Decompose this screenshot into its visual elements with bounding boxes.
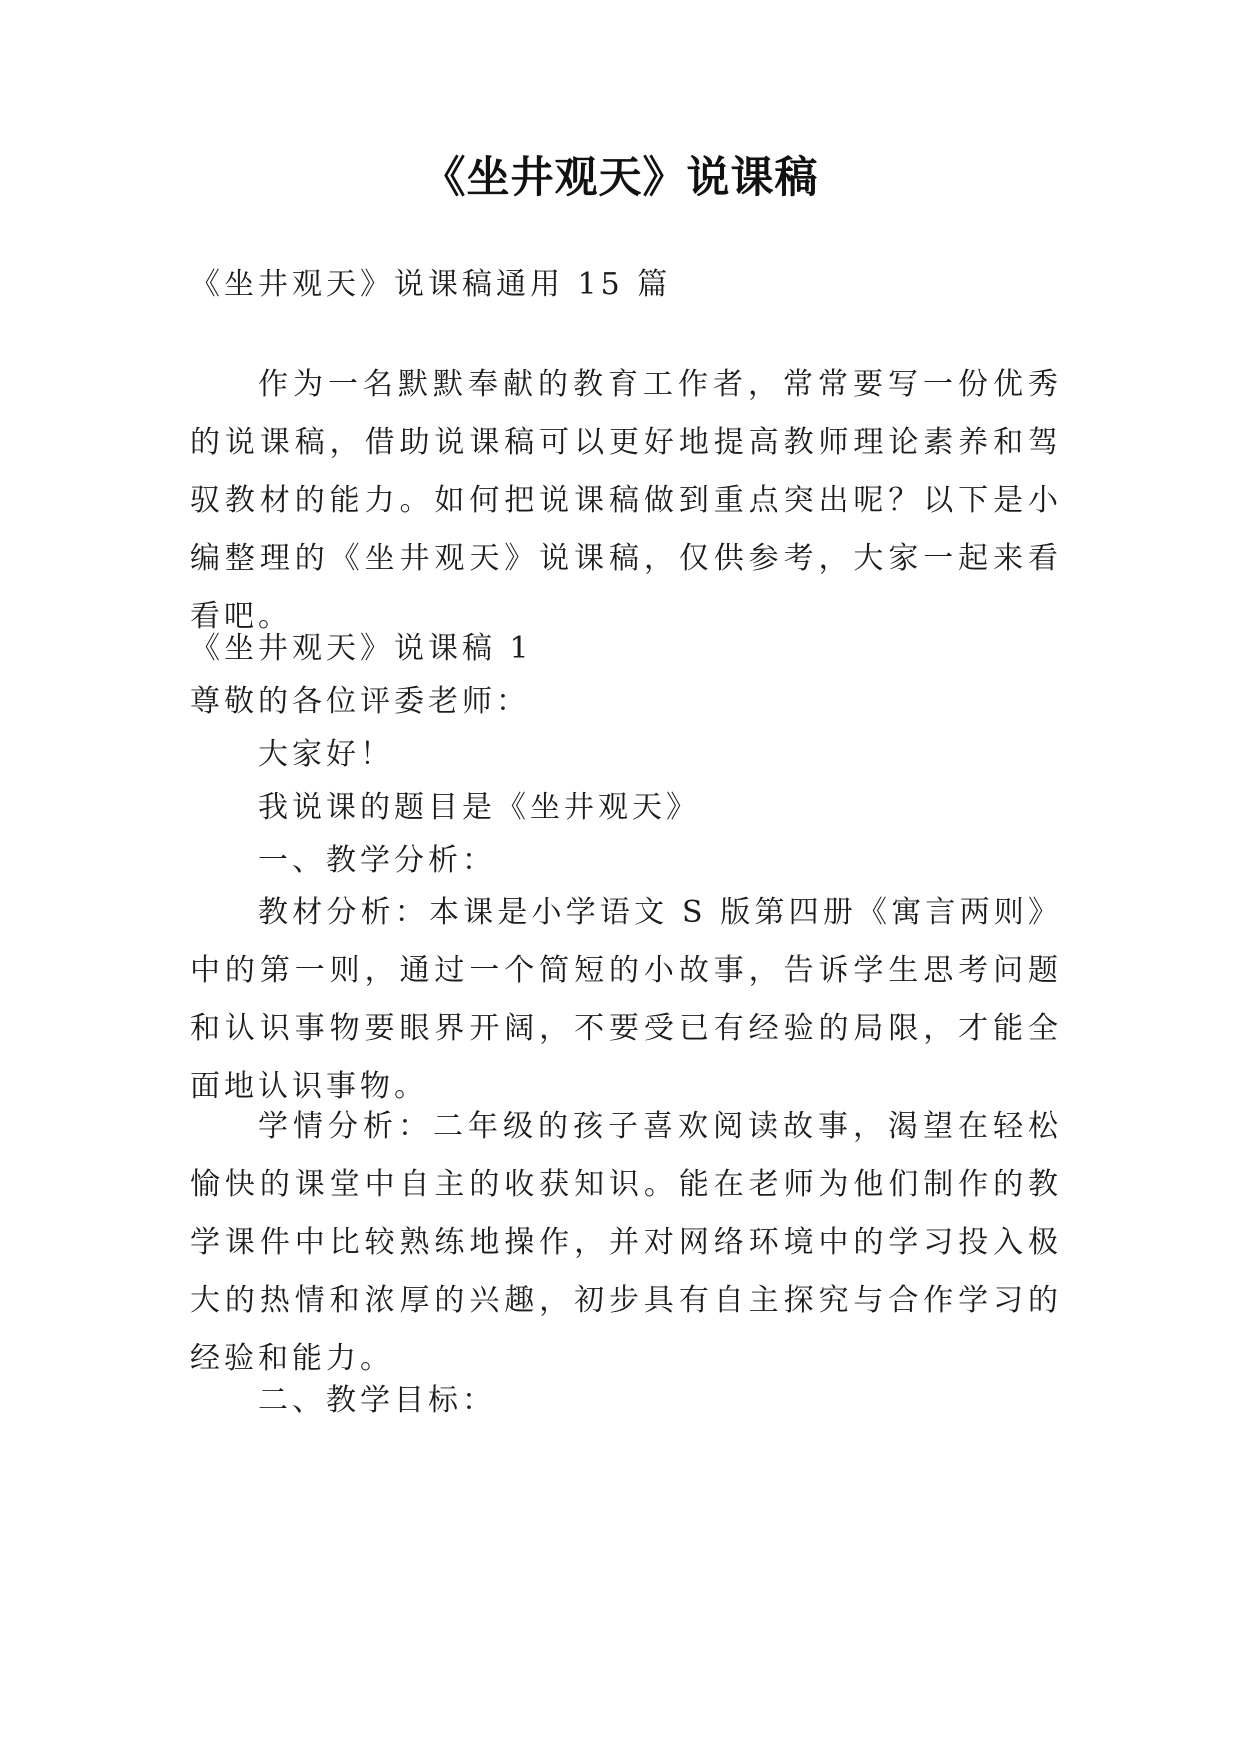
textbook-analysis-paragraph: 教材分析：本课是小学语文 S 版第四册《寓言两则》中的第一则，通过一个简短的小故事，告诉学生思考问题和认识事物要眼界开阔，不要受已有经验的局限，才能全面地认识事物。 [190,895,1062,1104]
section-title: 《坐井观天》说课稿 1 [190,631,533,666]
heading-teaching-goals: 二、教学目标： [258,1383,496,1418]
salutation: 尊敬的各位评委老师： [190,684,530,719]
lesson-topic: 我说课的题目是《坐井观天》 [258,790,700,825]
intro-paragraph: 作为一名默默奉献的教育工作者，常常要写一份优秀的说课稿，借助说课稿可以更好地提高教师理论素养和驾驭教材的能力。如何把说课稿做到重点突出呢？以下是小编整理的《坐井观天》说课稿，仅供参考，大家一起来看看吧。 [190,367,1062,634]
document-title: 《坐井观天》说课稿 [422,153,819,203]
heading-teaching-analysis: 一、教学分析： [258,843,496,878]
greeting: 大家好！ [258,737,394,772]
document-subtitle: 《坐井观天》说课稿通用 15 篇 [190,267,672,302]
student-analysis-paragraph: 学情分析：二年级的孩子喜欢阅读故事，渴望在轻松愉快的课堂中自主的收获知识。能在老师为他们制作的教学课件中比较熟练地操作，并对网络环境中的学习投入极大的热情和浓厚的兴趣，初步具有自主探究与合作学习的经验和能力。 [190,1109,1062,1376]
